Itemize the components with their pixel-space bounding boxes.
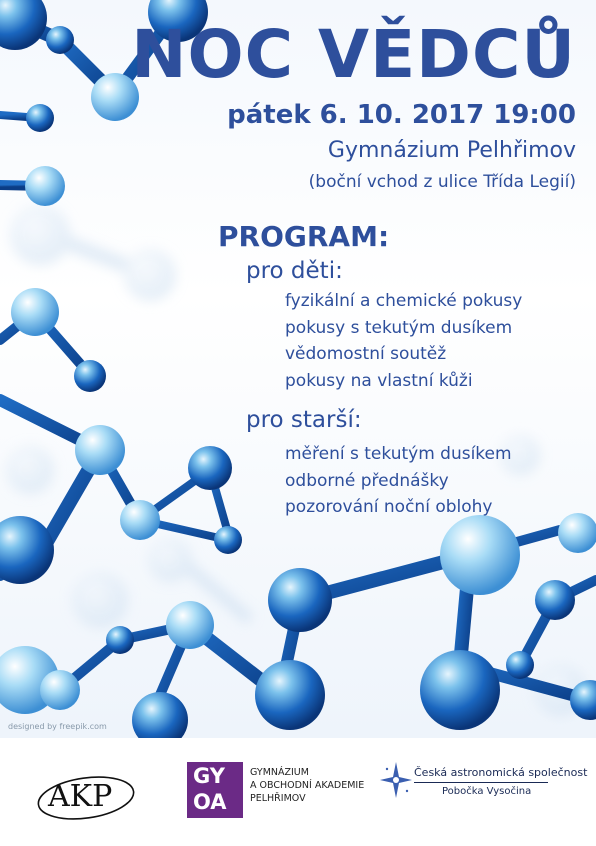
list-item: měření s tekutým dusíkem: [285, 444, 512, 464]
cas-branch-name: Pobočka Vysočina: [442, 786, 532, 797]
entrance-note: (boční vchod z ulice Třída Legií): [308, 172, 576, 192]
gyoa-line-3: PELHŘIMOV: [250, 793, 306, 804]
gyoa-logo-mark: [187, 762, 243, 818]
group-children-label: pro děti:: [246, 258, 343, 284]
akp-logo: [34, 760, 144, 830]
list-item: pokusy s tekutým dusíkem: [285, 317, 513, 338]
older-activity-list: [285, 441, 512, 521]
gyoa-letters-bottom: OA: [193, 790, 227, 814]
list-item: vědomostní soutěž: [285, 344, 447, 364]
list-item: fyzikální a chemické pokusy: [285, 291, 523, 311]
image-credit: designed by freepik.com: [8, 722, 107, 731]
event-datetime: pátek 6. 10. 2017 19:00: [227, 100, 576, 130]
cas-society-name: Česká astronomická společnost: [414, 766, 588, 779]
cas-divider: [414, 782, 548, 783]
sponsor-footer: [0, 738, 596, 846]
event-title: NOC VĚDCŮ: [131, 16, 576, 93]
group-older-label: pro starší:: [246, 407, 362, 433]
gyoa-letters-top: GY: [193, 764, 225, 788]
akp-logo-text: AKP: [48, 779, 113, 814]
list-item: pozorování noční oblohy: [285, 497, 493, 517]
star-icon: [378, 760, 414, 800]
gyoa-line-1: GYMNÁZIUM: [250, 767, 309, 778]
list-item: odborné přednášky: [285, 470, 449, 491]
gyoa-school-name: [250, 766, 364, 805]
list-item: pokusy na vlastní kůži: [285, 370, 473, 391]
event-venue: Gymnázium Pelhřimov: [327, 138, 576, 163]
gyoa-line-2: A OBCHODNÍ AKADEMIE: [250, 780, 365, 791]
children-activity-list: [285, 288, 522, 394]
program-heading: PROGRAM:: [218, 220, 390, 253]
